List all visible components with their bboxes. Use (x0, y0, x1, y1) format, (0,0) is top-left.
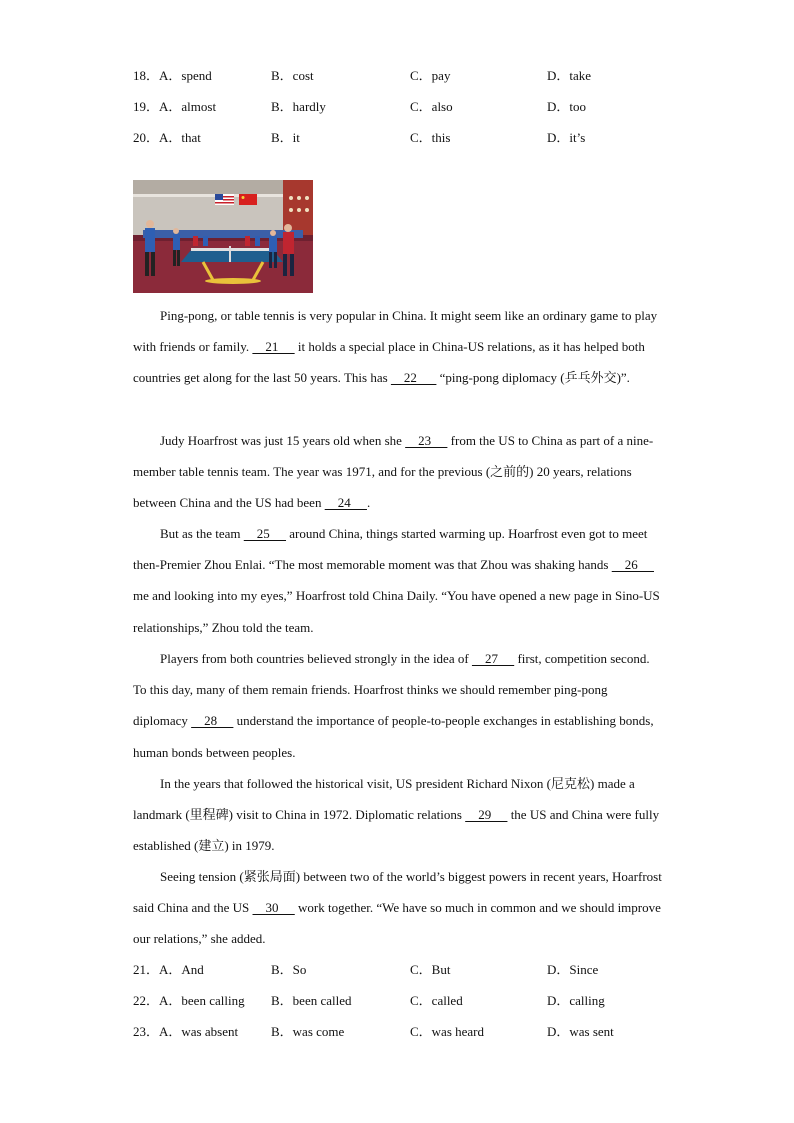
blank-25: 25 (243, 526, 287, 541)
question-23 (133, 1022, 693, 1042)
option-c: C．called (410, 993, 463, 1008)
table-tennis-photo (133, 180, 313, 293)
passage-paragraph-6: Seeing tension (紧张局面) between two of the world’s biggest powers in recent years, Hoarfrost said China and the US 30 work together. “We have so much in common and we should improve our relations,” she added. (133, 869, 662, 947)
question-22 (133, 991, 693, 1011)
blank-23: 23 (405, 433, 448, 448)
question-18 (133, 66, 693, 86)
option-a: 23．A．was absent (133, 1024, 239, 1039)
passage-paragraph-3: But as the team 25 around China, things started warming up. Hoarfrost even got to meet then-Premier Zhou Enlai. “The most memorable moment was that Zhou was shaking hands 26 me and looking into my eyes,” Hoarfrost told China Daily. “You have opened a new page in Sino-US relationships,” Zhou told the team. (133, 518, 663, 643)
blank-30: 30 (252, 900, 295, 916)
option-b: B．it (271, 130, 300, 145)
blank-28: 28 (191, 713, 234, 729)
blank-22: 22 (390, 370, 437, 386)
question-19 (133, 97, 693, 117)
option-c: C．also (410, 99, 453, 114)
blank-21: 21 (252, 339, 295, 355)
option-d: D．take (547, 68, 592, 83)
option-a: 18．A．spend (133, 68, 212, 83)
question-20 (133, 128, 693, 148)
passage-paragraph-5: In the years that followed the historical visit, US president Richard Nixon (尼克松) made a landmark (里程碑) visit to China in 1972. Diplomatic relations 29 the US and China were fully established (建立) in 1979. (133, 776, 660, 854)
option-b: B．cost (271, 68, 314, 83)
question-21 (133, 960, 693, 980)
option-a: 20．A．that (133, 130, 201, 145)
option-b: B．hardly (271, 99, 326, 114)
option-c: C．was heard (410, 1024, 485, 1039)
option-c: C．pay (410, 68, 451, 83)
passage-paragraph-1: Ping-pong, or table tennis is very popular in China. It might seem like an ordinary game to play with friends or family. 21 it holds a special place in China-US relations, as it has helped both countries get along for the last 50 years. This has 22 “ping-pong diplomacy (乒乓外交)”. (133, 300, 663, 394)
option-c: C．this (410, 130, 451, 145)
option-d: D．too (547, 99, 587, 114)
blank-27: 27 (471, 651, 515, 666)
option-a: 21．A．And (133, 962, 204, 977)
option-a: 22．A．been calling (133, 993, 245, 1008)
option-d: D．it’s (547, 130, 586, 145)
passage-paragraph-2: Judy Hoarfrost was just 15 years old when she 23 from the US to China as part of a nine-member table tennis team. The year was 1971, and for the previous (之前的) 20 years, relations between China and the US had been 24 . (133, 425, 663, 519)
blank-26: 26 (611, 557, 654, 573)
option-a: 19．A．almost (133, 99, 217, 114)
blank-29: 29 (465, 807, 508, 823)
option-c: C．But (410, 962, 451, 977)
option-b: B．been called (271, 993, 352, 1008)
option-d: D．calling (547, 993, 605, 1008)
option-d: D．Since (547, 962, 599, 977)
blank-24: 24 (324, 495, 367, 511)
option-b: B．was come (271, 1024, 345, 1039)
option-b: B．So (271, 962, 307, 977)
option-d: D．was sent (547, 1024, 614, 1039)
passage-paragraph-4: Players from both countries believed strongly in the idea of 27 first, competition second. To this day, many of them remain friends. Hoarfrost thinks we should remember ping-pong diplomacy 28 understand the importance of people-to-people exchanges in establishing bonds, human bonds between peoples. (133, 643, 663, 768)
